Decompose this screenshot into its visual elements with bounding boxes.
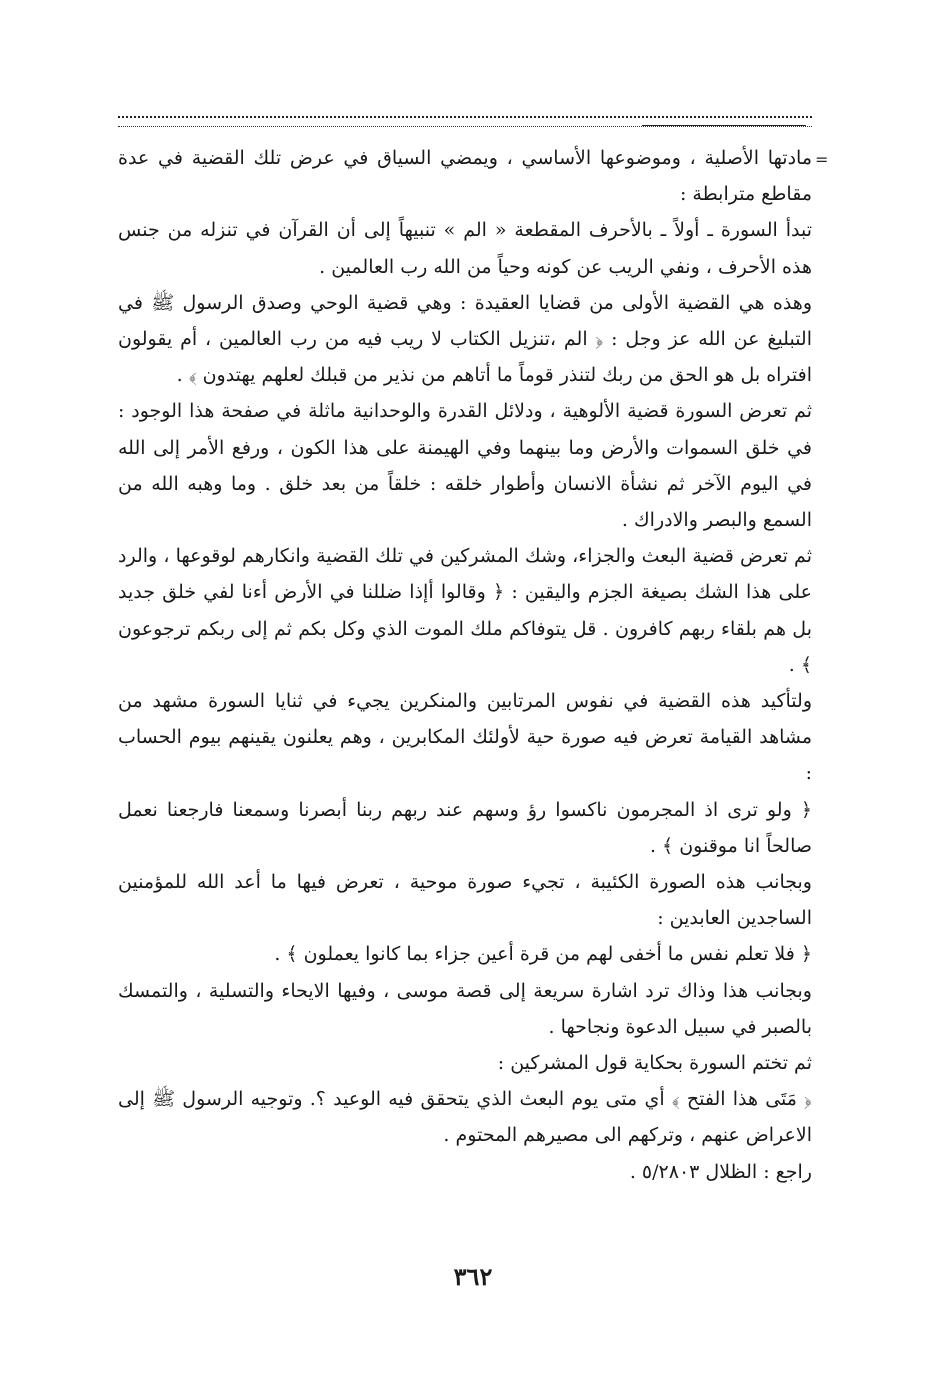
quran-verse: ﴿ ولو ترى اذ المجرمون ناكسوا رؤ وسهم عند ربهم ربنا أبصرنا وسمعنا فارجعنا نعمل صالحاً انا موقنون ﴾ . [118, 798, 812, 857]
page-number: ٣٦٢ [453, 1262, 493, 1291]
reference-line: راجع : الظلال ٥/٢٨٠٣ . [629, 1160, 812, 1183]
footnote-separator-rule [118, 112, 812, 127]
quran-verse: ﴿ فلا تعلم نفس ما أخفى لهم من قرة أعين جزاء بما كانوا يعملون ﴾ . [274, 943, 812, 966]
quran-verse: ﴿ مَتَى هذا الفتح ﴾ أي متى يوم البعث الذي يتحقق فيه الوعيد ؟. وتوجيه الرسول ﷺ إلى الاعراض عنهم ، وتركهم الى مصيرهم المحتوم . [118, 1088, 812, 1147]
paragraph: وبجانب هذا وذاك ترد اشارة سريعة إلى قصة موسى ، وفيها الايحاء والتسلية ، والتمسك بالصبر في سبيل الدعوة ونجاحها . [118, 979, 812, 1038]
paragraph: مادتها الأصلية ، وموضوعها الأساسي ، ويمضي السياق في عرض تلك القضية في عدة مقاطع مترابطة : [118, 147, 812, 206]
paragraph: ثم تختم السورة بحكاية قول المشركين : [497, 1052, 812, 1075]
paragraph: وهذه هي القضية الأولى من قضايا العقيدة : وهي قضية الوحي وصدق الرسول ﷺ في التبليغ عن الله عز وجل : ﴿ الم ،تنزيل الكتاب لا ريب فيه من رب العالمين ، أم يقولون افتراه بل هو الحق من ربك لتنذر قوماً ما أتاهم من نذير من قبلك لعلهم يهتدون ﴾ . [118, 291, 812, 387]
paragraph: ولتأكيد هذه القضية في نفوس المرتابين والمنكرين يجيء في ثنايا السورة مشهد من مشاهد القيامة تعرض فيه صورة حية لأولئك المكابرين ، وهم يعلنون يقينهم بيوم الحساب : [118, 690, 812, 785]
paragraph: تبدأ السورة ـ أولاً ـ بالأحرف المقطعة « الم » تنبيهاً إلى أن القرآن في تنزله من جنس هذه الأحرف ، ونفي الريب عن كونه وحياً من الله رب العالمين . [118, 219, 812, 278]
paragraph: ثم تعرض قضية البعث والجزاء، وشك المشركين في تلك القضية وانكارهم لوقوعها ، والرد على هذا الشك بصيغة الجزم واليقين : ﴿ وقالوا أإذا ضللنا في الأرض أءنا لفي خلق جديد بل هم بلقاء ربهم كافرون . قل يتوفاكم ملك الموت الذي وكل بكم ثم إلى ربكم ترجوعون ﴾ . [118, 545, 812, 676]
paragraph: ثم تعرض السورة قضية الألوهية ، ودلائل القدرة والوحدانية ماثلة في صفحة هذا الوجود : في خلق السموات والأرض وما بينهما وفي الهيمنة على هذا الكون ، ورفع الأمر إلى الله في اليوم الآخر ثم نشأة الانسان وأطوار خلقه : خلقاً من بعد خلق . وما وهبه الله من السمع والبصر والادراك . [118, 400, 812, 532]
footnote-text-body [118, 140, 812, 1190]
continuation-mark: = [815, 150, 829, 169]
paragraph: وبجانب هذه الصورة الكئيبة ، تجيء صورة موحية ، تعرض فيها ما أعد الله للمؤمنين الساجدين العابدين : [118, 871, 812, 930]
